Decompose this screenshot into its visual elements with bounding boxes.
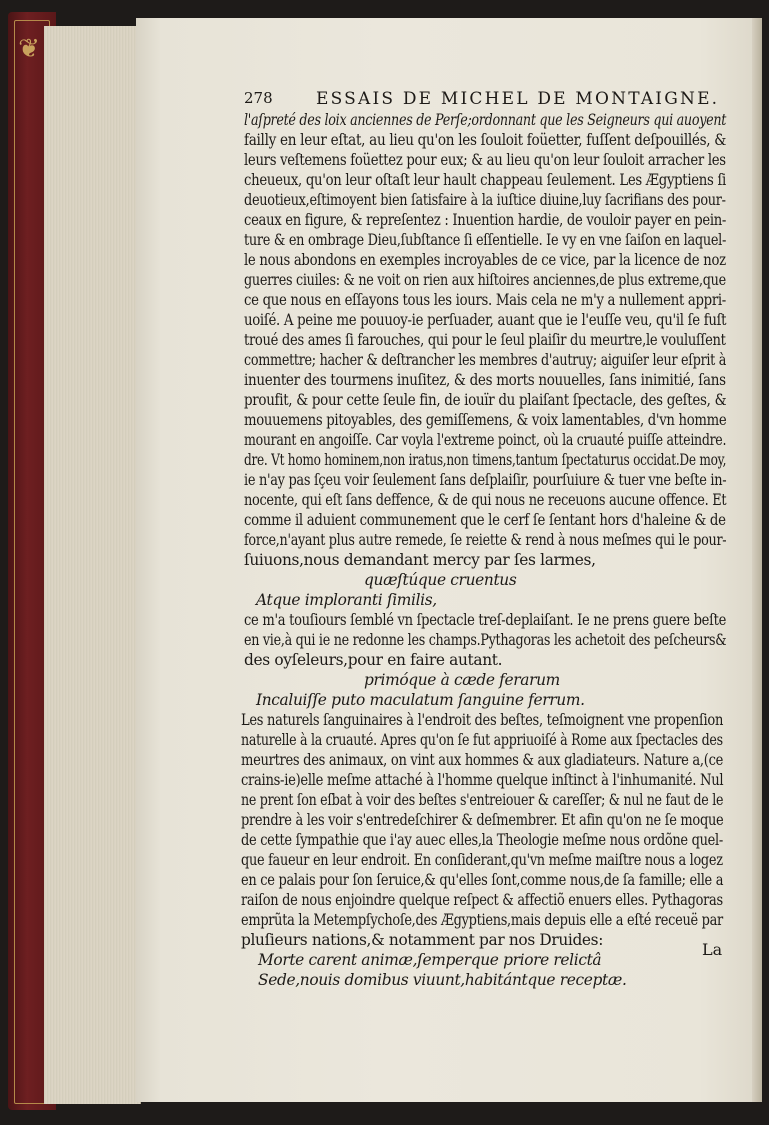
text-line: crains-ie)elle meſme attaché à l'homme quelque inſtinct à l'inhumanité. Nul (241, 771, 724, 789)
text-line: ture & en ombrage Dieu,ſubſtance ſi eſſentielle. Ie vy en vne ſaiſon en laquel- (244, 231, 727, 249)
text-line: guerres ciuiles: & ne voit on rien aux hiſtoires anciennes,de plus extreme,que (244, 271, 726, 289)
text-line: ce m'a touſiours ſemblé vn ſpectacle treſ-deplaiſant. Ie ne prens guere beſte (244, 611, 727, 629)
text-line: des oyſeleurs,pour en faire autant. (244, 651, 503, 669)
text-line: comme il aduient communement que le cerf ſe ſentant hors d'haleine & de (244, 511, 726, 529)
text-line: raiſon de nous enjoindre quelque reſpect & affectiõ enuers elles. Pythagoras (241, 891, 723, 909)
text-line: mourant en angoiſſe. Car voyla l'extreme poinct, où la cruauté puiſſe atteindre. (244, 431, 727, 449)
catchword: La (702, 940, 723, 959)
text-line: meurtres des animaux, on vint aux hommes & aux gladiateurs. Nature a,(ce (241, 751, 724, 769)
text-line: dre. Vt homo hominem,non iratus,non timens,tantum ſpectaturus occidat.De moy, (244, 451, 727, 469)
text-line: Atque imploranti ſimilis, (256, 591, 437, 609)
text-line: failly en leur eſtat, au lieu qu'on les ſouloit foüetter, fuſſent deſpouillés, & (244, 131, 727, 149)
text-line: ie n'ay pas ſçeu voir ſeulement ſans deſplaiſir, pourſuiure & tuer vne beſte in- (244, 471, 727, 489)
text-line: l'aſpreté des loix anciennes de Perſe;ordonnant que les Seigneurs qui auoyent (244, 111, 727, 129)
text-line: pluſieurs nations,& notamment par nos Druides: (241, 931, 604, 949)
ornament-icon: ❦ (18, 34, 40, 64)
text-line: en vie,à qui ie ne redonne les champs.Pythagoras les achetoit des peſcheurs& (244, 631, 727, 649)
text-line: deuotieux,eſtimoyent bien ſatisfaire à la iuſtice diuine,luy ſacrifians des pour- (244, 191, 726, 209)
text-line: emprũta la Metempſychoſe,des Ægyptiens,mais depuis elle a eſté receuë par (241, 911, 723, 929)
text-line: cheueux, qu'on leur oſtaſt leur hault chappeau ſeulement. Les Ægyptiens ſi (244, 171, 726, 189)
text-line: naturelle à la cruauté. Apres qu'on ſe fut appriuoiſé à Rome aux ſpectacles des (241, 731, 723, 749)
text-line: quæſtúque cruentus (364, 571, 517, 589)
running-header (244, 89, 724, 111)
text-line: Morte carent animæ,ſemperque priore relictâ (258, 951, 602, 969)
text-line: de cette ſympathie que i'ay auec elles,la Theologie meſme nous ordõne quel- (241, 831, 724, 849)
text-line: ne prent ſon eſbat à voir des beſtes s'entreiouer & careſſer; & nul ne faut de le (241, 791, 724, 809)
text-line: uoiſé. A peine me pouuoy-ie perſuader, auant que ie l'euſſe veu, qu'il ſe fuſt (244, 311, 727, 329)
text-line: prendre à les voir s'entredeſchirer & deſmembrer. Et afin qu'on ne ſe moque (241, 811, 724, 829)
text-line: troué des ames ſi farouches, qui pour le ſeul plaiſir du meurtre,le vouluſſent (244, 331, 726, 349)
page-number: 278 (244, 89, 273, 107)
text-line: que faueur en leur endroit. En conſiderant,qu'vn meſme maiſtre nous a logez (241, 851, 723, 869)
text-line: force,n'ayant plus autre remede, ſe reiette & rend à nous meſmes qui le pour- (244, 531, 727, 549)
text-line: inuenter des tourmens inuſitez, & des morts nouuelles, ſans inimitié, ſans (244, 371, 726, 389)
text-line: leurs veſtemens foüettez pour eux; & au lieu qu'on leur ſouloit arracher les (244, 151, 726, 169)
text-line: Incaluiſſe puto maculatum ſanguine ferrum. (256, 691, 585, 709)
text-line: nocente, qui eſt ſans deffence, & de qui nous ne receuons aucune offence. Et (244, 491, 727, 509)
running-title: ESSAIS DE MICHEL DE MONTAIGNE. (316, 89, 720, 109)
text-line: commettre; hacher & deſtrancher les membres d'autruy; aiguiſer leur eſprit à (244, 351, 727, 369)
page-edge-right (752, 18, 762, 1102)
body-text (241, 110, 727, 990)
text-line: Les naturels ſanguinaires à l'endroit des beſtes, teſmoignent vne propenſion (241, 711, 724, 729)
text-line: mouuemens pitoyables, des gemiſſemens, & voix lamentables, d'vn homme (244, 411, 727, 429)
page-edges (44, 26, 141, 1104)
text-line: Sede,nouis domibus viuunt,habitántque receptæ. (258, 971, 627, 989)
text-line: ceaux en figure, & repreſentez : Inuention hardie, de vouloir payer en pein- (244, 211, 727, 229)
text-line: ſuiuons,nous demandant mercy par ſes larmes, (244, 551, 596, 569)
text-line: en ce palais pour ſon ſeruice,& qu'elles ſont,comme nous,de ſa famille; elle a (241, 871, 724, 889)
text-line: primóque à cæde ferarum (364, 671, 560, 689)
text-line: proufit, & pour cette ſeule fin, de iouïr du plaiſant ſpectacle, des geſtes, & (244, 391, 727, 409)
text-line: le nous abondons en exemples incroyables de ce vice, par la licence de noz (244, 251, 726, 269)
text-line: ce que nous en eſſayons tous les iours. Mais cela ne m'y a nullement appri- (244, 291, 726, 309)
